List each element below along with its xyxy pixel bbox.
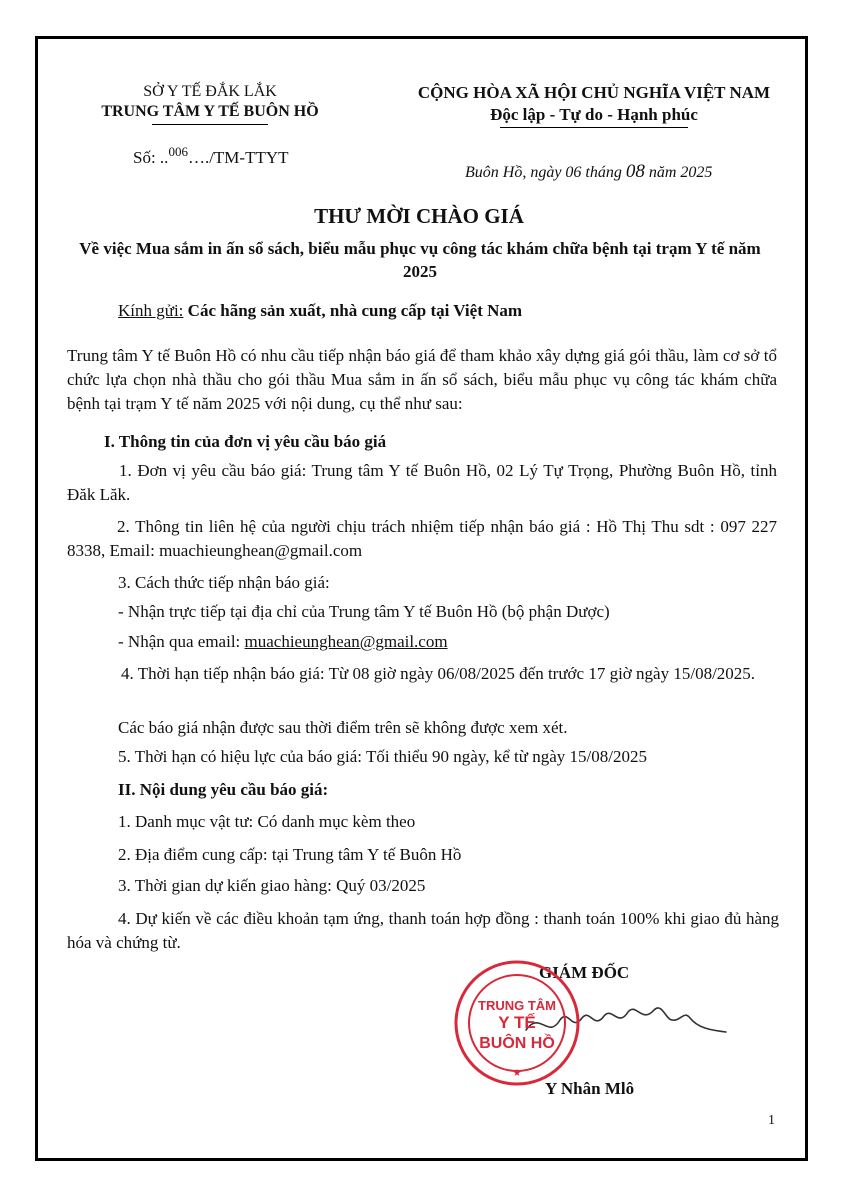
section2-item3: 3. Thời gian dự kiến giao hàng: Quý 03/2025: [118, 876, 426, 895]
organization-name: TRUNG TÂM Y TẾ BUÔN HỒ: [101, 103, 319, 120]
motto: Độc lập - Tự do - Hạnh phúc: [490, 105, 698, 124]
section1-heading: I. Thông tin của đơn vị yêu cầu báo giá: [104, 432, 387, 451]
signer-name: Y Nhân Mlô: [545, 1079, 635, 1098]
section2-item4: 4. Dự kiến về các điều khoản tạm ứng, thanh toán hợp đồng : thanh toán 100% khi giao đủ hàng hóa và chứng từ.: [67, 909, 779, 952]
section1-item2: 2. Thông tin liên hệ của người chịu trách nhiệm tiếp nhận báo giá : Hồ Thị Thu sdt : 097 227 8338, Email: muachieunghean@gmail.com: [67, 517, 777, 560]
country-name: CỘNG HÒA XÃ HỘI CHỦ NGHĨA VIỆT NAM: [417, 83, 771, 102]
section1-item5: 5. Thời hạn có hiệu lực của báo giá: Tối thiểu 90 ngày, kể từ ngày 15/08/2025: [118, 747, 647, 766]
document-date: Buôn Hồ, ngày 06 tháng 08 năm 2025: [465, 161, 713, 182]
document-number: Số: ..$^{006}$…./TM-TTYT: [133, 144, 289, 167]
email-link[interactable]: muachieunghean@gmail.com: [244, 632, 448, 651]
stamp-line-3: BUÔN HỒ: [479, 1035, 555, 1052]
document-title: THƯ MỜI CHÀO GIÁ: [314, 204, 524, 228]
page-number: 1: [768, 1113, 775, 1128]
section2-item2: 2. Địa điểm cung cấp: tại Trung tâm Y tế Buôn Hồ: [118, 845, 462, 864]
stamp-star: ★: [512, 1068, 522, 1079]
motto-underline: [500, 127, 688, 128]
section1-item3a: - Nhận trực tiếp tại địa chỉ của Trung tâm Y tế Buôn Hồ (bộ phận Dược): [118, 602, 610, 621]
stamp-line-2: Y TẾ: [498, 1013, 536, 1032]
header-right: [388, 82, 800, 128]
section1-item1: 1. Đơn vị yêu cầu báo giá: Trung tâm Y tế Buôn Hồ, 02 Lý Tự Trọng, Phường Buôn Hồ, tỉnh Đăk Lăk.: [67, 461, 777, 504]
section1-item3: 3. Cách thức tiếp nhận báo giá:: [118, 573, 330, 592]
header-left: [60, 82, 360, 125]
intro-paragraph: Trung tâm Y tế Buôn Hồ có nhu cầu tiếp nhận báo giá để tham khảo xây dựng giá gói thầu, làm cơ sở tổ chức lựa chọn nhà thầu cho gói thầu Mua sắm in ấn sổ sách, biểu mẫu phục vụ công tác khám chữa bệnh tại trạm Y tế năm 2025 với nội dung, cụ thể như sau:: [67, 346, 777, 413]
official-stamp: [452, 958, 582, 1088]
section2-item1: 1. Danh mục vật tư: Có danh mục kèm theo: [118, 812, 416, 831]
date-month: 08: [625, 161, 645, 182]
recipient-value: Các hãng sản xuất, nhà cung cấp tại Việt Nam: [187, 301, 523, 320]
recipient-label: Kính gửi:: [118, 301, 184, 320]
stamp-line-1: TRUNG TÂM: [478, 998, 556, 1013]
document-number-value: 006: [168, 144, 188, 159]
department-name: SỞ Y TẾ ĐẮK LẮK: [143, 83, 277, 100]
signer-position: GIÁM ĐỐC: [539, 963, 630, 982]
section1-note: Các báo giá nhận được sau thời điểm trên sẽ không được xem xét.: [118, 718, 568, 737]
section2-heading: II. Nội dung yêu cầu báo giá:: [118, 780, 329, 799]
section1-item4: 4. Thời hạn tiếp nhận báo giá: Từ 08 giờ ngày 06/08/2025 đến trước 17 giờ ngày 15/08/2025.: [121, 664, 756, 683]
header-left-underline: [152, 124, 268, 125]
section1-item3b: - Nhận qua email: muachieunghean@gmail.com: [118, 632, 448, 651]
recipient: [118, 301, 522, 321]
document-subject: Về việc Mua sắm in ấn sổ sách, biểu mẫu phục vụ công tác khám chữa bệnh tại trạm Y tế năm 2025: [79, 239, 761, 281]
